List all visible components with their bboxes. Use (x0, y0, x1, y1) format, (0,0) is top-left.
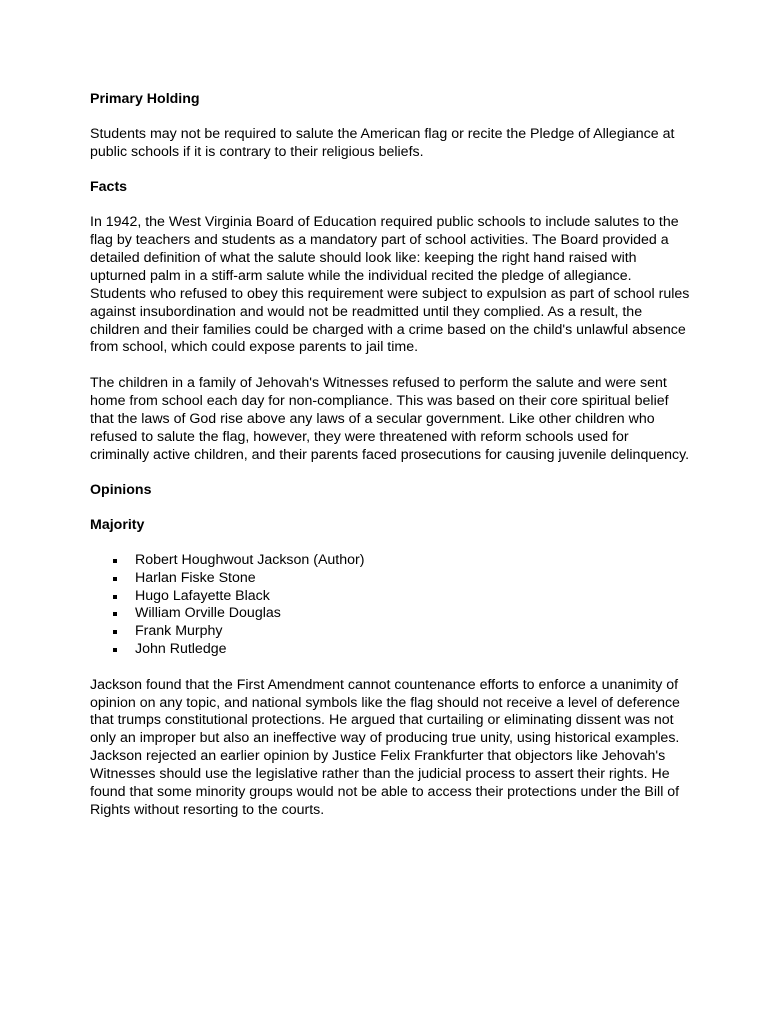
justice-name: Frank Murphy (135, 623, 223, 640)
majority-opinion-text: Jackson found that the First Amendment cannot countenance efforts to enforce a unanimity of opinion on any topic, and national symbols like the flag should not receive a level of deference that trumps constitutional protections. He argued that curtailing or eliminating dissent was not only an improper but also an ineffective way of producing true unity, using historical examples. Jackson rejected an earlier opinion by Justice Felix Frankfurter that objectors like Jehovah's Witnesses should use the legislative rather than the judicial process to assert their rights. He found that some minority groups would not be able to access their protections under the Bill of Rights without resorting to the courts. (90, 676, 680, 818)
list-item (90, 605, 690, 623)
justice-name: Harlan Fiske Stone (135, 569, 256, 586)
square-bullet-icon (113, 648, 117, 652)
justice-name: Hugo Lafayette Black (135, 587, 270, 604)
primary-holding-text: Students may not be required to salute the American flag or recite the Pledge of Allegiance at public schools if it is contrary to their religious beliefs. (90, 125, 675, 160)
square-bullet-icon (113, 559, 117, 563)
square-bullet-icon (113, 630, 117, 634)
majority-heading: Majority (90, 516, 145, 533)
justice-name: John Rutledge (135, 641, 227, 658)
majority-justices-list (90, 552, 690, 659)
list-item (90, 623, 690, 641)
list-item (90, 570, 690, 588)
justice-name: William Orville Douglas (135, 605, 281, 622)
facts-heading: Facts (90, 179, 128, 196)
list-item (90, 641, 690, 659)
document-page (90, 91, 690, 837)
list-item (90, 552, 690, 570)
facts-paragraph-1: In 1942, the West Virginia Board of Education required public schools to include salutes to the flag by teachers and students as a mandatory part of school activities. The Board provided a detailed definition of what the salute should look like: keeping the right hand raised with upturned palm in a stiff-arm salute while the individual recited the pledge of allegiance. Students who refused to obey this requirement were subject to expulsion as part of school rules against insubordination and would not be readmitted until they complied. As a result, the children and their families could be charged with a crime based on the child's unlawful absence from school, which could expose parents to jail time. (90, 214, 690, 356)
square-bullet-icon (113, 595, 117, 599)
square-bullet-icon (113, 612, 117, 616)
opinions-heading: Opinions (90, 481, 152, 498)
facts-paragraph-2: The children in a family of Jehovah's Witnesses refused to perform the salute and were sent home from school each day for non-compliance. This was based on their core spiritual belief that the laws of God rise above any laws of a secular government. Like other children who refused to salute the flag, however, they were threatened with reform schools used for criminally active children, and their parents faced prosecutions for causing juvenile delinquency. (90, 374, 690, 463)
justice-name: Robert Houghwout Jackson (Author) (135, 551, 365, 568)
primary-holding-heading: Primary Holding (90, 91, 200, 107)
square-bullet-icon (113, 577, 117, 581)
list-item (90, 588, 690, 606)
